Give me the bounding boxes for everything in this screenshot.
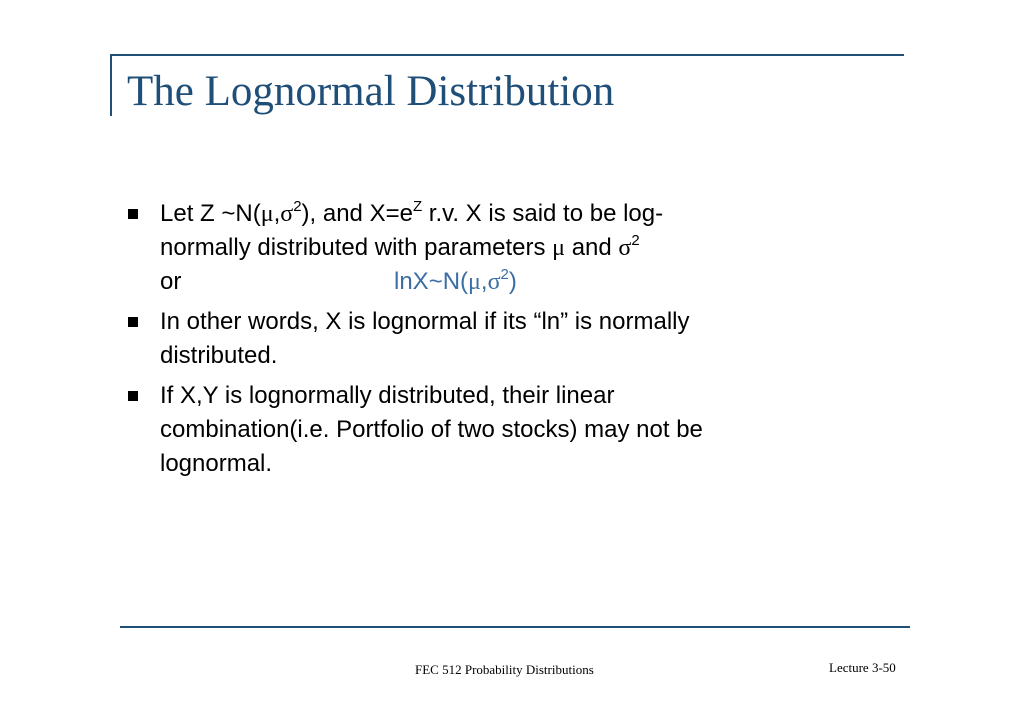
bullet-list (128, 197, 888, 487)
footer-rule (120, 626, 910, 628)
header-left-rule (110, 54, 112, 116)
linear-combination-line-2: combination(i.e. Portfolio of two stocks) may not be (160, 416, 703, 443)
mu-symbol: μ (260, 201, 274, 227)
bullet-other-words (128, 305, 888, 373)
definition-line-1: Let Z $\sim N(\mu,\sigma^2)$, and $X=e^Z$ r.v. X is said to be log- (160, 198, 664, 227)
footer-lecture-number: Lecture 3-50 (829, 660, 896, 675)
definition-line-2: normally distributed with parameters μ and $\sigma^2$ (160, 232, 640, 261)
other-words-line-2: distributed. (160, 342, 278, 369)
lnx-formula: $\ln X\sim N(\mu,\sigma^2)$ (394, 266, 517, 295)
other-words-line-1: In other words, X is lognormal if its “ln” is normally (160, 308, 690, 335)
bullet-definition (128, 197, 888, 299)
footer-course: FEC 512 Probability Distributions (415, 662, 594, 677)
header-top-rule (110, 54, 904, 56)
parameter-mu-symbol: μ (552, 235, 566, 261)
square-exponent: 2 (293, 198, 302, 215)
formula-square-exponent: 2 (500, 266, 509, 283)
linear-combination-line-3: lognormal. (160, 450, 273, 477)
bullet-linear-combination (128, 379, 888, 481)
square-bullet-icon (128, 209, 138, 219)
linear-combination-line-1: If X,Y is lognormally distributed, their linear (160, 382, 615, 409)
sigma-symbol: σ (280, 201, 294, 227)
z-exponent: Z (412, 198, 423, 215)
square-bullet-icon (128, 317, 138, 327)
parameter-sigma-symbol: σ (618, 235, 632, 261)
square-bullet-icon (128, 391, 138, 401)
formula-sigma-symbol: σ (487, 269, 501, 295)
slide-title: The Lognormal Distribution (127, 68, 615, 115)
parameter-square-exponent: 2 (631, 232, 640, 249)
definition-line-3 (160, 265, 888, 299)
formula-mu-symbol: μ (468, 269, 481, 295)
or-word: or (160, 268, 182, 295)
